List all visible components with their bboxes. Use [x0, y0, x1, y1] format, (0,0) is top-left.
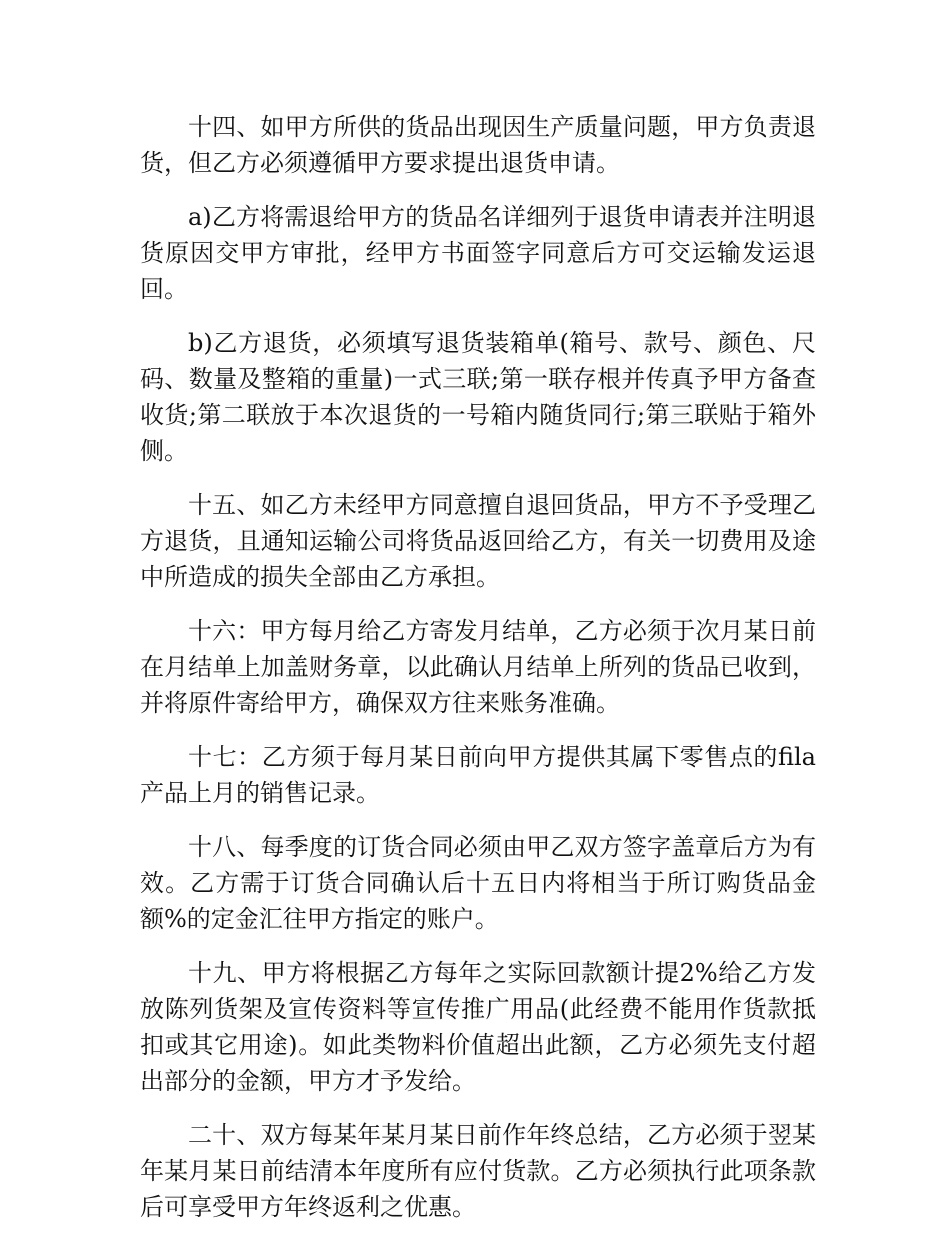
clause-14a-paragraph: a)乙方将需退给甲方的货品名详细列于退货申请表并注明退货原因交甲方审批，经甲方书面签字同意后方可交运输发运退回。: [140, 203, 816, 303]
clause-20-paragraph: 二十、双方每某年某月某日前作年终总结，乙方必须于翌某年某月某日前结清本年度所有应付货款。乙方必须执行此项条款后可享受甲方年终返利之优惠。: [140, 1121, 816, 1221]
clause-14-paragraph: 十四、如甲方所供的货品出现因生产质量问题，甲方负责退货，但乙方必须遵循甲方要求提出退货申请。: [140, 113, 816, 177]
clause-19-paragraph: 十九、甲方将根据乙方每年之实际回款额计提2%给乙方发放陈列货架及宣传资料等宣传推广用品(此经费不能用作货款抵扣或其它用途)。如此类物料价值超出此额，乙方必须先支付超出部分的金额，甲方才予发给。: [140, 959, 816, 1095]
clause-16-paragraph: 十六：甲方每月给乙方寄发月结单，乙方必须于次月某日前在月结单上加盖财务章，以此确认月结单上所列的货品已收到，并将原件寄给甲方，确保双方往来账务准确。: [140, 617, 816, 717]
clause-17-paragraph: 十七：乙方须于每月某日前向甲方提供其属下零售点的fila产品上月的销售记录。: [140, 743, 816, 807]
clause-14b-paragraph: b)乙方退货，必须填写退货装箱单(箱号、款号、颜色、尺码、数量及整箱的重量)一式三联;第一联存根并传真予甲方备查收货;第二联放于本次退货的一号箱内随货同行;第三联贴于箱外侧。: [140, 329, 816, 465]
clause-18-paragraph: 十八、每季度的订货合同必须由甲乙双方签字盖章后方为有效。乙方需于订货合同确认后十五日内将相当于所订购货品金额%的定金汇往甲方指定的账户。: [140, 833, 816, 933]
document-body: [140, 109, 816, 1243]
clause-15-paragraph: 十五、如乙方未经甲方同意擅自退回货品，甲方不予受理乙方退货，且通知运输公司将货品返回给乙方，有关一切费用及途中所造成的损失全部由乙方承担。: [140, 491, 816, 591]
